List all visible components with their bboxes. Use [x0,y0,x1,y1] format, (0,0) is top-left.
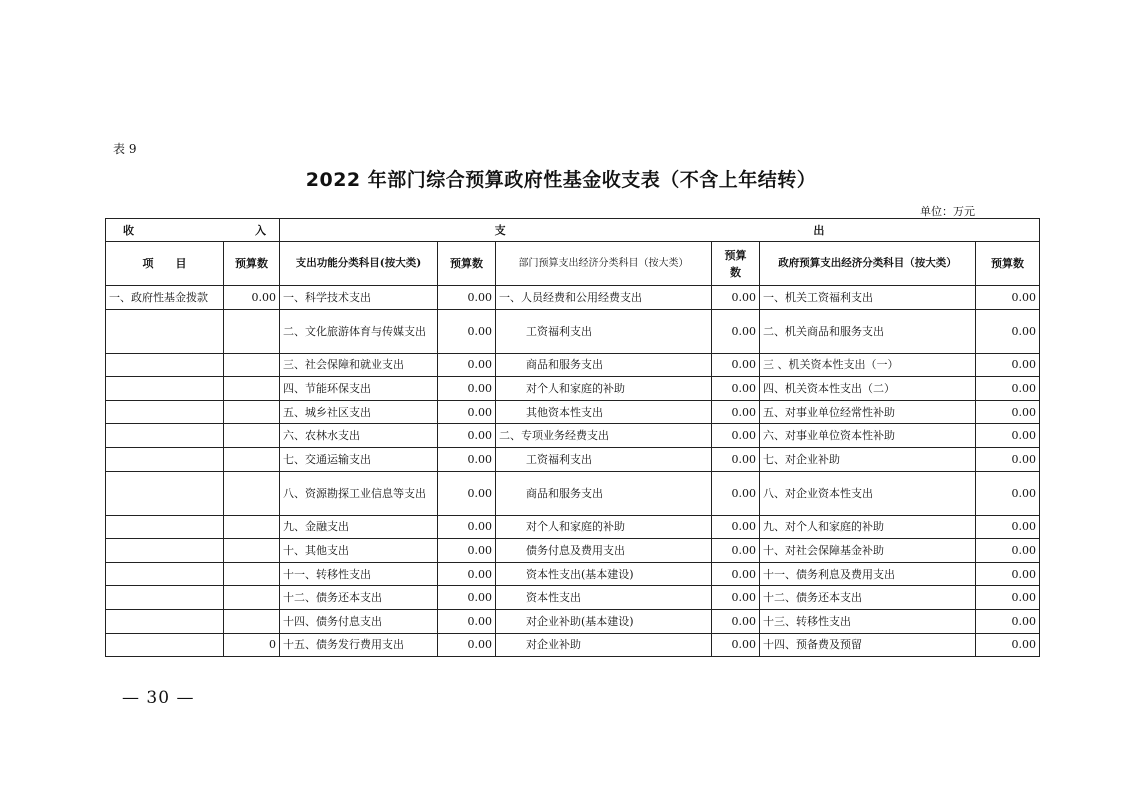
gov-budget-cell: 0.00 [976,633,1040,657]
income-budget-cell [224,424,280,448]
table-row [106,515,1040,539]
income-budget-cell [224,471,280,515]
gov-econ-cell: 十、对社会保障基金补助 [760,539,976,563]
gov-econ-cell: 四、机关资本性支出（二） [760,377,976,401]
func-category-cell: 七、交通运输支出 [280,447,438,471]
gov-budget-cell: 0.00 [976,539,1040,563]
income-header-a: 收 [123,223,134,237]
table-row [106,471,1040,515]
income-item-cell [106,515,224,539]
func-budget-cell: 0.00 [438,539,496,563]
gov-econ-cell: 九、对个人和家庭的补助 [760,515,976,539]
gov-budget-cell: 0.00 [976,586,1040,610]
gov-budget-cell: 0.00 [976,353,1040,377]
func-category-cell: 十、其他支出 [280,539,438,563]
col-header-gov-econ: 政府预算支出经济分类科目（按大类） [760,242,976,286]
income-budget-cell [224,586,280,610]
gov-econ-cell: 十四、预备费及预留 [760,633,976,657]
gov-econ-cell: 七、对企业补助 [760,447,976,471]
income-item-cell [106,309,224,353]
func-category-cell: 八、资源勘探工业信息等支出 [280,471,438,515]
table-row [106,609,1040,633]
dept-budget-cell: 0.00 [712,539,760,563]
func-budget-cell: 0.00 [438,562,496,586]
col-header-func: 支出功能分类科目(按大类) [280,242,438,286]
func-budget-cell: 0.00 [438,286,496,310]
gov-econ-cell: 十三、转移性支出 [760,609,976,633]
func-budget-cell: 0.00 [438,400,496,424]
dept-budget-cell: 0.00 [712,424,760,448]
unit-label: 单位：万元 [920,205,975,218]
gov-budget-cell: 0.00 [976,309,1040,353]
func-category-cell: 十四、债务付息支出 [280,609,438,633]
func-budget-cell: 0.00 [438,609,496,633]
income-budget-cell [224,377,280,401]
expense-header-b: 出 [813,223,825,237]
dept-econ-cell: 对企业补助 [496,633,712,657]
dept-budget-cell: 0.00 [712,471,760,515]
dept-econ-cell: 工资福利支出 [496,447,712,471]
dept-budget-cell: 0.00 [712,353,760,377]
gov-econ-cell: 六、对事业单位资本性补助 [760,424,976,448]
gov-econ-cell: 一、机关工资福利支出 [760,286,976,310]
gov-budget-cell: 0.00 [976,286,1040,310]
income-budget-cell [224,400,280,424]
income-item-cell [106,424,224,448]
gov-budget-cell: 0.00 [976,562,1040,586]
table-row [106,286,1040,310]
table-row [106,562,1040,586]
func-budget-cell: 0.00 [438,377,496,401]
table-row [106,353,1040,377]
table-row [106,586,1040,610]
dept-budget-cell: 0.00 [712,515,760,539]
income-item-cell [106,377,224,401]
table-label: 表 9 [113,142,137,156]
income-budget-cell [224,609,280,633]
income-item-cell [106,400,224,424]
expense-header-a: 支 [494,223,506,237]
dept-budget-cell: 0.00 [712,609,760,633]
dept-econ-cell: 二、专项业务经费支出 [496,424,712,448]
func-category-cell: 三、社会保障和就业支出 [280,353,438,377]
table-row [106,400,1040,424]
table-row [106,539,1040,563]
dept-econ-cell: 对个人和家庭的补助 [496,377,712,401]
income-item-cell [106,539,224,563]
func-category-cell: 一、科学技术支出 [280,286,438,310]
gov-econ-cell: 三 、机关资本性支出（一） [760,353,976,377]
table-row [106,377,1040,401]
income-budget-cell [224,539,280,563]
func-category-cell: 十一、转移性支出 [280,562,438,586]
dept-budget-cell: 0.00 [712,309,760,353]
gov-econ-cell: 二、机关商品和服务支出 [760,309,976,353]
gov-econ-cell: 十一、债务利息及费用支出 [760,562,976,586]
income-budget-cell [224,353,280,377]
dept-econ-cell: 商品和服务支出 [496,353,712,377]
gov-budget-cell: 0.00 [976,424,1040,448]
budget-table [105,218,1040,657]
dept-budget-cell: 0.00 [712,400,760,424]
income-budget-cell [224,562,280,586]
dept-econ-cell: 工资福利支出 [496,309,712,353]
dept-budget-cell: 0.00 [712,447,760,471]
func-budget-cell: 0.00 [438,309,496,353]
func-budget-cell: 0.00 [438,633,496,657]
gov-econ-cell: 十二、债务还本支出 [760,586,976,610]
dept-econ-cell: 债务付息及费用支出 [496,539,712,563]
dept-econ-cell: 商品和服务支出 [496,471,712,515]
dept-econ-cell: 一、人员经费和公用经费支出 [496,286,712,310]
income-budget-cell: 0 [224,633,280,657]
dept-econ-cell: 对企业补助(基本建设) [496,609,712,633]
income-item-cell [106,562,224,586]
col-header-budget2: 预算数 [438,242,496,286]
dept-budget-cell: 0.00 [712,633,760,657]
income-item-cell [106,353,224,377]
income-budget-cell [224,515,280,539]
income-item-cell [106,609,224,633]
gov-budget-cell: 0.00 [976,377,1040,401]
func-category-cell: 十五、债务发行费用支出 [280,633,438,657]
dept-econ-cell: 对个人和家庭的补助 [496,515,712,539]
table-row [106,633,1040,657]
table-row [106,424,1040,448]
func-category-cell: 九、金融支出 [280,515,438,539]
func-budget-cell: 0.00 [438,424,496,448]
func-budget-cell: 0.00 [438,447,496,471]
gov-budget-cell: 0.00 [976,471,1040,515]
func-category-cell: 六、农林水支出 [280,424,438,448]
income-budget-cell [224,309,280,353]
income-item-cell: 一、政府性基金拨款 [106,286,224,310]
col-header-item: 项 目 [106,242,224,286]
dept-budget-cell: 0.00 [712,286,760,310]
dept-econ-cell: 资本性支出 [496,586,712,610]
func-category-cell: 二、文化旅游体育与传媒支出 [280,309,438,353]
func-budget-cell: 0.00 [438,586,496,610]
table-row [106,309,1040,353]
gov-budget-cell: 0.00 [976,609,1040,633]
column-header-row [106,242,1040,286]
func-budget-cell: 0.00 [438,471,496,515]
gov-budget-cell: 0.00 [976,447,1040,471]
col-header-budget1: 预算数 [224,242,280,286]
gov-budget-cell: 0.00 [976,515,1040,539]
func-category-cell: 五、城乡社区支出 [280,400,438,424]
dept-budget-cell: 0.00 [712,562,760,586]
dept-econ-cell: 其他资本性支出 [496,400,712,424]
income-budget-cell: 0.00 [224,286,280,310]
dept-budget-cell: 0.00 [712,377,760,401]
table-row [106,447,1040,471]
func-budget-cell: 0.00 [438,515,496,539]
col-header-budget4: 预算数 [976,242,1040,286]
dept-econ-cell: 资本性支出(基本建设) [496,562,712,586]
gov-econ-cell: 五、对事业单位经常性补助 [760,400,976,424]
func-budget-cell: 0.00 [438,353,496,377]
page-number: — 30 — [122,688,195,708]
dept-budget-cell: 0.00 [712,586,760,610]
income-item-cell [106,471,224,515]
section-header-row [106,219,1040,242]
func-category-cell: 四、节能环保支出 [280,377,438,401]
income-header-b: 入 [255,223,266,237]
income-budget-cell [224,447,280,471]
page-title: 2022 年部门综合预算政府性基金收支表（不含上年结转） [305,169,817,191]
gov-budget-cell: 0.00 [976,400,1040,424]
income-section-header [106,219,280,242]
gov-econ-cell: 八、对企业资本性支出 [760,471,976,515]
income-item-cell [106,586,224,610]
col-header-budget3: 预算数 [712,242,760,286]
income-item-cell [106,633,224,657]
income-item-cell [106,447,224,471]
col-header-dept-econ: 部门预算支出经济分类科目（按大类） [496,242,712,286]
func-category-cell: 十二、债务还本支出 [280,586,438,610]
expense-section-header [280,219,1040,242]
